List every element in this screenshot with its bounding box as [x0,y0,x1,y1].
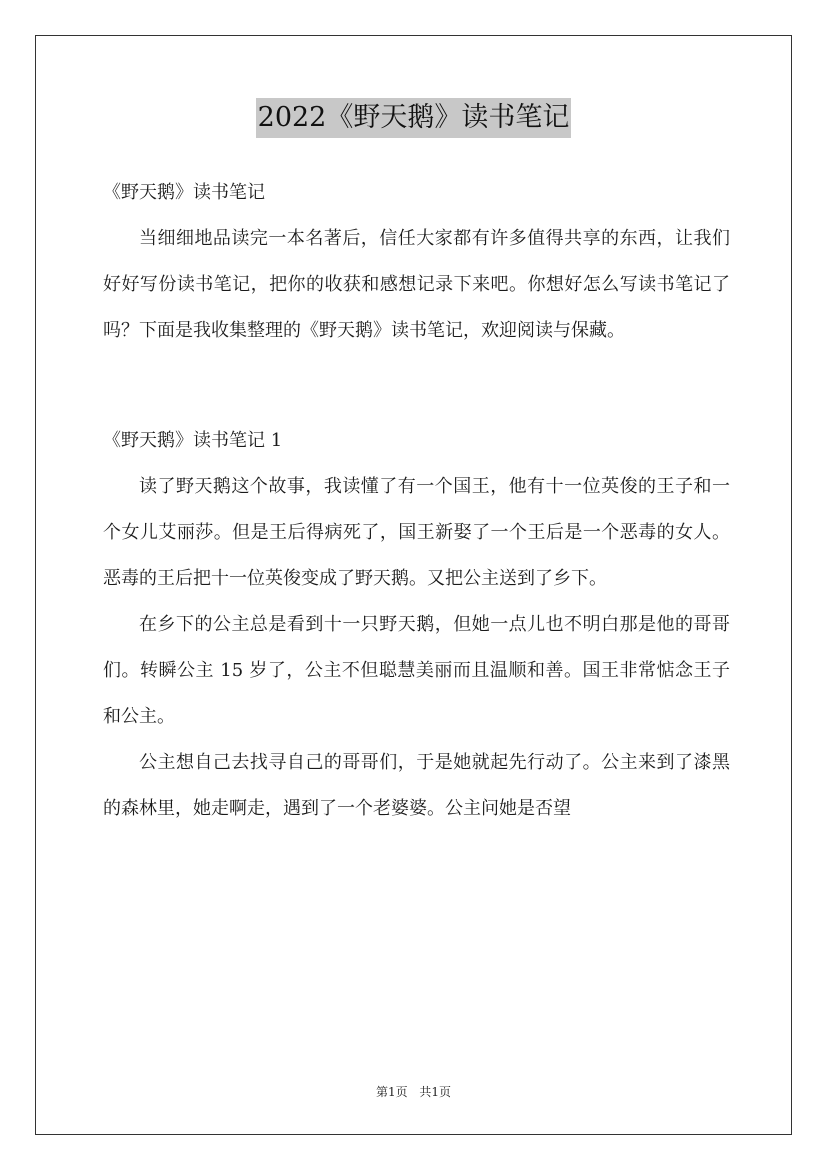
body-paragraph-1: 读了野天鹅这个故事，我读懂了有一个国王，他有十一位英俊的王子和一个女儿艾丽莎。但是王后得病死了，国王新娶了一个王后是一个恶毒的女人。恶毒的王后把十一位英俊变成了野天鹅。又把公主送到了乡下。 [103,476,730,589]
page-total: 共1页 [419,1085,452,1099]
body-paragraph-2: 在乡下的公主总是看到十一只野天鹅，但她一点儿也不明白那是他的哥哥们。转瞬公主 15 岁了，公主不但聪慧美丽而且温顺和善。国王非常惦念王子和公主。 [103,614,730,727]
title-container [0,98,827,138]
intro-paragraph: 当细细地品读完一本名著后，信任大家都有许多值得共享的东西，让我们好好写份读书笔记，把你的收获和感想记录下来吧。你想好怎么写读书笔记了吗？下面是我收集整理的《野天鹅》读书笔记，欢迎阅读与保藏。 [103,228,730,341]
document-body [103,170,730,832]
page-footer [0,1083,827,1100]
body-paragraph-3: 公主想自己去找寻自己的哥哥们，于是她就起先行动了。公主来到了漆黑的森林里，她走啊走，遇到了一个老婆婆。公主问她是否望 [103,752,730,819]
page-number: 第1页 [375,1085,408,1099]
section-heading: 《野天鹅》读书笔记 1 [103,430,283,451]
section-spacer [103,354,730,418]
intro-heading: 《野天鹅》读书笔记 [103,182,265,203]
document-title: 2022《野天鹅》读书笔记 [256,98,572,138]
